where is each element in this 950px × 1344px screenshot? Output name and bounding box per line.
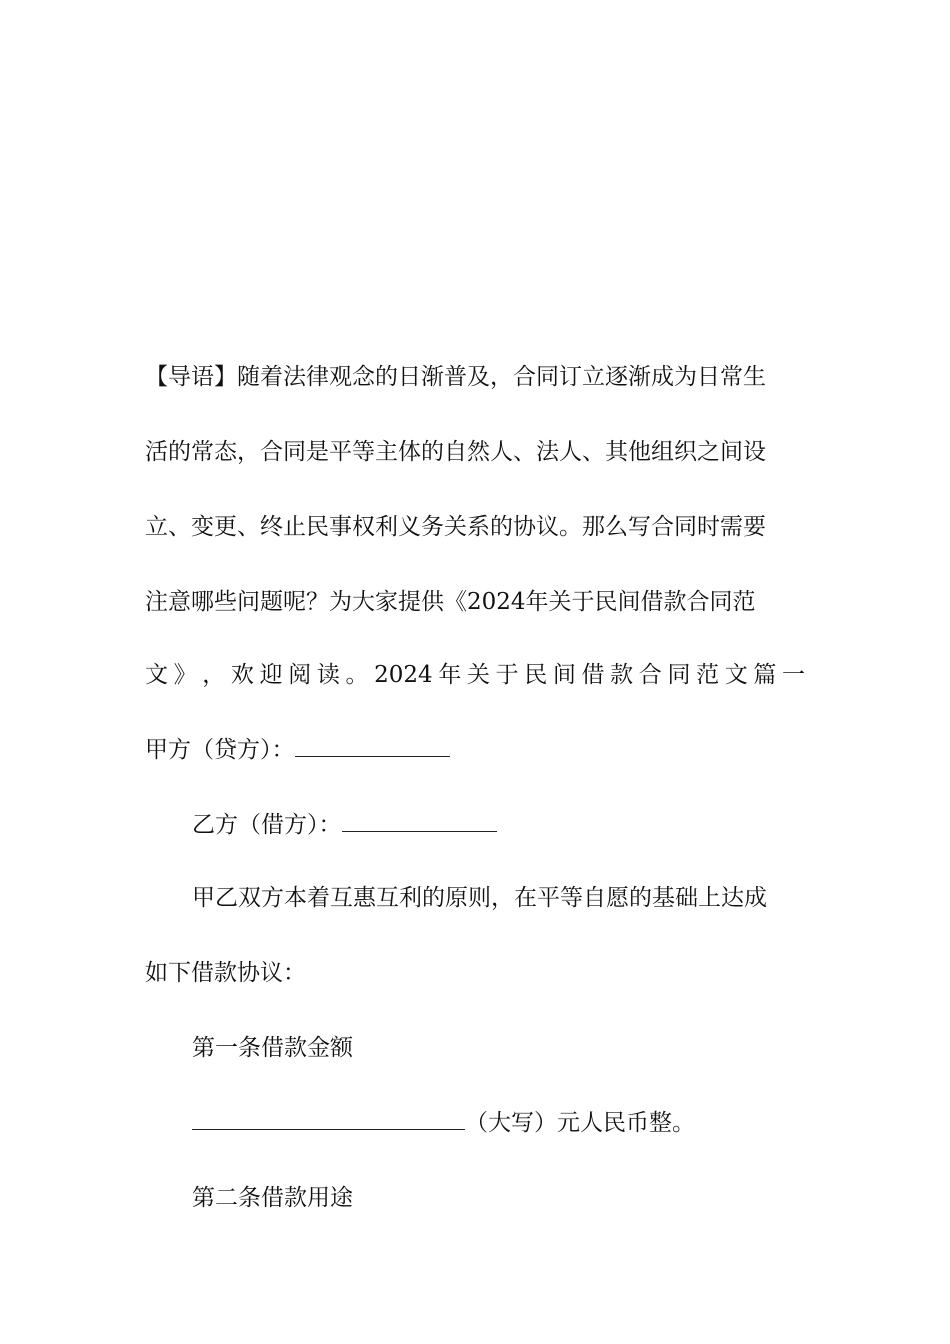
intro-line-5-part: 范 — [696, 662, 720, 688]
intro-line-4 — [145, 587, 756, 617]
intro-line-5-part: 合 — [638, 662, 662, 688]
party-b-blank — [342, 811, 497, 832]
party-a-label: 甲方（贷方）： — [145, 737, 295, 763]
intro-line-5-part: 篇 — [753, 662, 777, 688]
intro-line-1 — [145, 362, 805, 392]
agreement-line-2 — [145, 958, 306, 988]
intro-line-5-part: 年 — [438, 662, 462, 688]
article-2-title — [192, 1183, 353, 1213]
amount-line — [192, 1108, 695, 1138]
party-a-line — [145, 735, 450, 765]
article-2-title-text: 第二条借款用途 — [192, 1185, 353, 1211]
article-1-title — [192, 1033, 353, 1063]
intro-line-5-part: 同 — [667, 662, 691, 688]
intro-line-5-part: 于 — [495, 662, 519, 688]
intro-line-2 — [145, 437, 766, 467]
party-b-label: 乙方（借方）： — [192, 812, 342, 838]
intro-line-5-part: 》 — [173, 662, 197, 688]
agreement-line-1 — [192, 883, 767, 913]
intro-line-5-part: 。 — [345, 662, 369, 688]
intro-line-5-part: 关 — [466, 662, 490, 688]
amount-suffix: （大写）元人民币整。 — [465, 1110, 695, 1136]
intro-line-5-part: 读 — [316, 662, 340, 688]
intro-line-4-text: 注意哪些问题呢？为大家提供《2024年关于民间借款合同范 — [145, 589, 756, 615]
intro-line-5-part: 民 — [524, 662, 548, 688]
intro-line-5-part: 欢 — [230, 662, 254, 688]
intro-line-5-part: 款 — [610, 662, 634, 688]
intro-line-5-part: ， — [202, 662, 226, 688]
party-a-blank — [295, 736, 450, 757]
intro-line-1-text: 【导语】随着法律观念的日渐普及，合同订立逐渐成为日常生 — [145, 364, 766, 390]
intro-line-3-text: 立、变更、终止民事权利义务关系的协议。那么写合同时需要 — [145, 514, 766, 540]
intro-line-3 — [145, 512, 766, 542]
intro-line-2-text: 活的常态，合同是平等主体的自然人、法人、其他组织之间设 — [145, 439, 766, 465]
intro-line-5-part: 迎 — [259, 662, 283, 688]
agreement-line-2-text: 如下借款协议： — [145, 960, 306, 986]
intro-line-5-part: 文 — [724, 662, 748, 688]
intro-line-5-part: 阅 — [288, 662, 312, 688]
article-1-title-text: 第一条借款金额 — [192, 1035, 353, 1061]
intro-line-5-part: 一 — [782, 662, 805, 688]
intro-line-5-part: 间 — [552, 662, 576, 688]
agreement-line-1-text: 甲乙双方本着互惠互利的原则，在平等自愿的基础上达成 — [192, 885, 767, 911]
party-b-line — [192, 810, 497, 840]
intro-line-5 — [145, 660, 805, 690]
intro-line-5-part: 借 — [581, 662, 605, 688]
amount-blank — [192, 1109, 465, 1130]
intro-line-5-part: 2024 — [374, 662, 433, 688]
intro-line-5-part: 文 — [145, 662, 168, 688]
